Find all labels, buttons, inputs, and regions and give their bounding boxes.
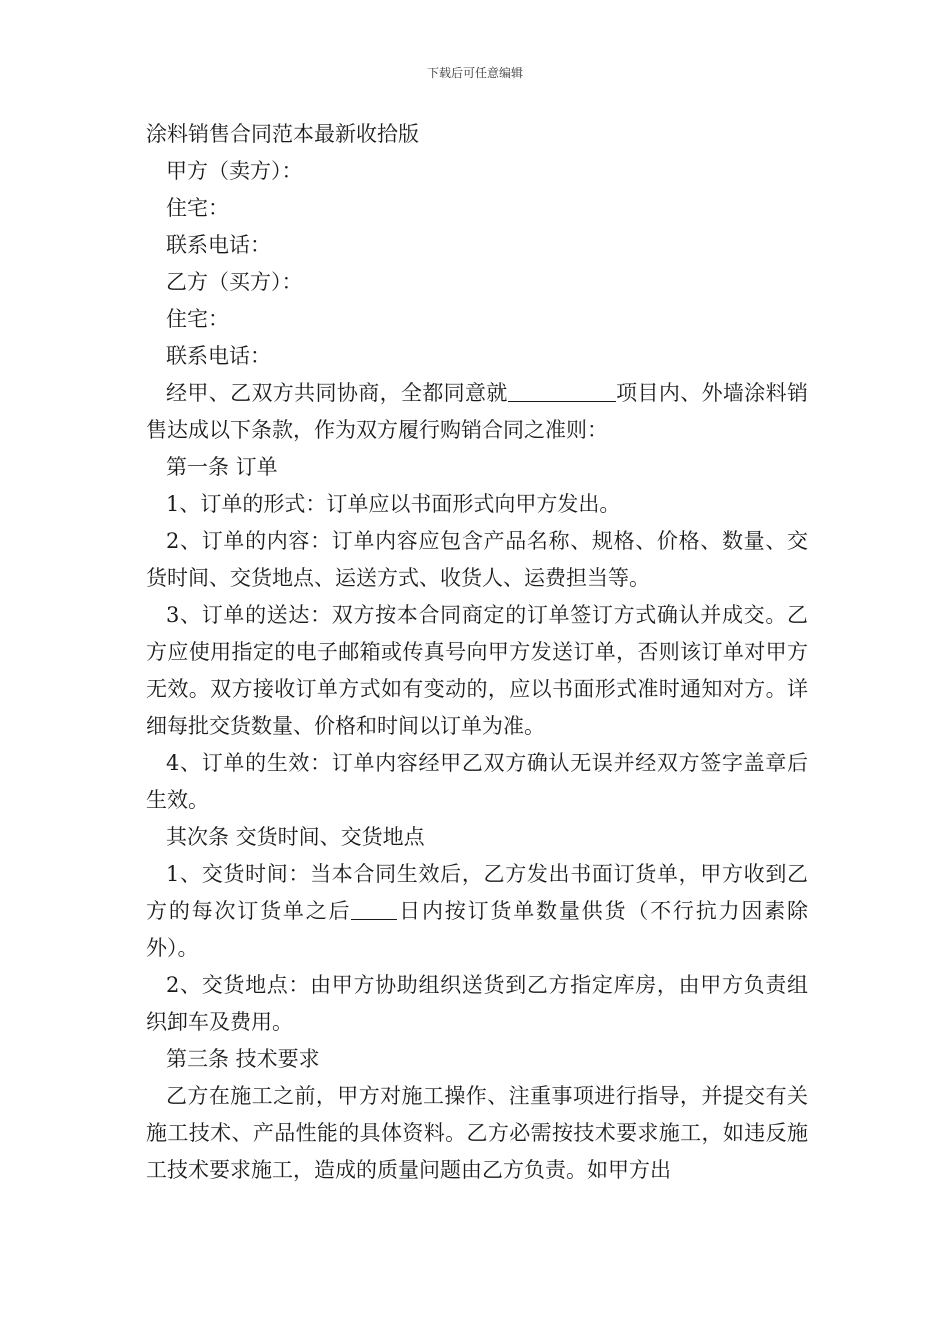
party-b-phone: 联系电话： xyxy=(166,344,271,368)
article-1-item-1: 1、订单的形式：订单应以书面形式向甲方发出。 xyxy=(166,492,621,516)
article-1-item-2: 2、订单的内容：订单内容应包含产品名称、规格、价格、数量、交货时间、交货地点、运送方式、收货人、运费担当等。 xyxy=(146,529,808,590)
delivery-time-text-start: 1、交货时间：当本合同生效后，乙方发出书面订货单，甲方收到乙方的每次订货单之后 xyxy=(146,862,808,923)
article-3-body: 乙方在施工之前，甲方对施工操作、注重事项进行指导，并提交有关施工技术、产品性能的具体资料。乙方必需按技术要求施工，如违反施工技术要求施工，造成的质量问题由乙方负责。如甲方出 xyxy=(146,1084,808,1182)
article-1-item-4: 4、订单的生效：订单内容经甲乙双方确认无误并经双方签字盖章后生效。 xyxy=(146,751,808,812)
article-1-item-3: 3、订单的送达：双方按本合同商定的订单签订方式确认并成交。乙方应使用指定的电子邮箱或传真号向甲方发送订单，否则该订单对甲方无效。双方接收订单方式如有变动的，应以书面形式准时通知对方。详细每批交货数量、价格和时间以订单为准。 xyxy=(146,603,808,738)
intro-text-end: 项目内、外墙涂料销售达成以下条款，作为双方履行购销合同之准则： xyxy=(146,381,809,442)
article-2-section xyxy=(146,819,808,1041)
article-3-heading: 第三条 技术要求 xyxy=(166,1047,320,1071)
party-a-address: 住宅： xyxy=(166,196,229,220)
article-1-heading: 第一条 订单 xyxy=(166,455,278,479)
header-note: 下载后可任意编辑 xyxy=(426,66,523,80)
article-3-section xyxy=(146,1041,808,1189)
article-2-item-2: 2、交货地点：由甲方协助组织送货到乙方指定库房，由甲方负责组织卸车及费用。 xyxy=(146,973,808,1034)
project-name-blank xyxy=(508,379,616,402)
party-b-block xyxy=(146,264,808,375)
delivery-days-blank xyxy=(351,897,397,920)
document-body xyxy=(146,116,808,1189)
party-a-phone: 联系电话： xyxy=(166,233,271,257)
intro-text-start: 经甲、乙双方共同协商，全都同意就 xyxy=(166,381,508,405)
party-a-label: 甲方（卖方）： xyxy=(166,159,303,183)
article-1-section xyxy=(146,449,808,819)
party-b-label: 乙方（买方）： xyxy=(166,270,303,294)
article-2-item-1 xyxy=(146,856,808,967)
delivery-time-text-end: 日内按订货单数量供货（不行抗力因素除外）。 xyxy=(146,899,809,960)
document-title: 涂料销售合同范本最新收拾版 xyxy=(146,122,419,146)
party-b-address: 住宅： xyxy=(166,307,229,331)
intro-paragraph xyxy=(146,375,808,449)
party-a-block xyxy=(146,153,808,264)
article-2-heading: 其次条 交货时间、交货地点 xyxy=(166,825,425,849)
